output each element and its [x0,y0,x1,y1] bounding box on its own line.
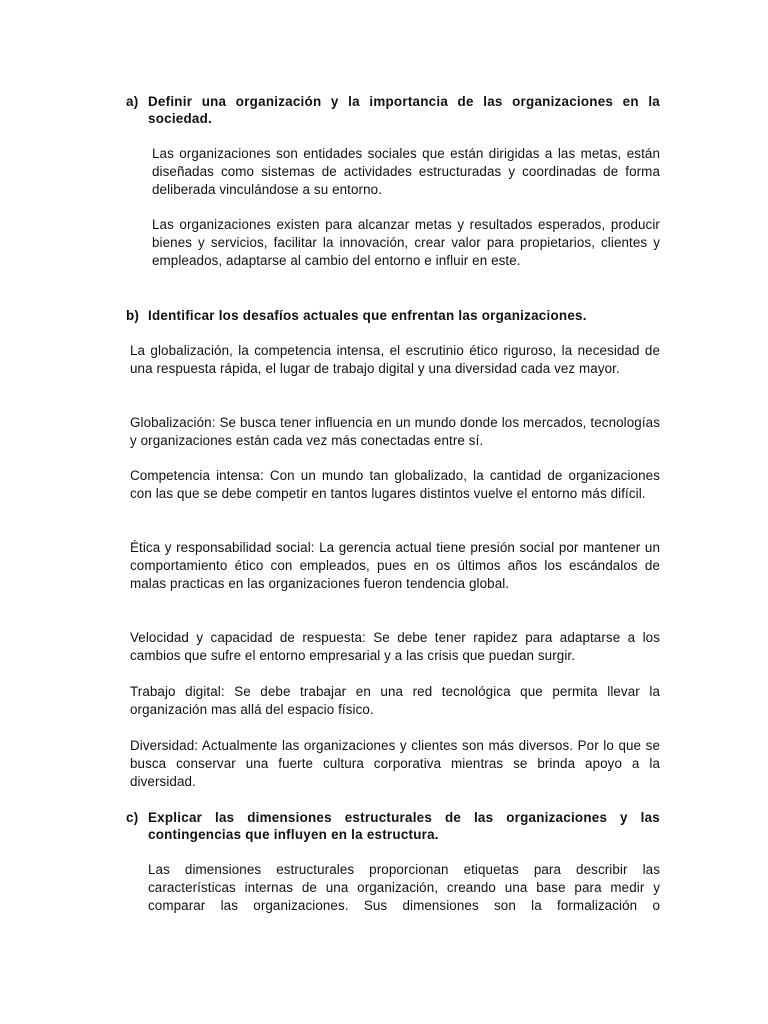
section-a-heading [126,93,660,127]
section-c-marker: c) [126,810,139,825]
section-b-paragraph-3: Competencia intensa: Con un mundo tan globalizado, la cantidad de organizaciones con las que se debe competir en tantos lugares distintos vuelve el entorno más difícil. [130,468,660,501]
section-b-title: Identificar los desafíos actuales que enfrentan las organizaciones. [148,308,587,323]
section-b-paragraph-1: La globalización, la competencia intensa, el escrutinio ético riguroso, la necesidad de una respuesta rápida, el lugar de trabajo digital y una diversidad cada vez mayor. [130,343,660,376]
section-b-marker: b) [126,308,140,323]
section-b-paragraph-2: Globalización: Se busca tener influencia en un mundo donde los mercados, tecnologías y organizaciones están cada vez más conectadas entre sí. [130,415,660,448]
section-b-paragraph-5: Velocidad y capacidad de respuesta: Se debe tener rapidez para adaptarse a los cambios que sufre el entorno empresarial y a las crisis que puedan surgir. [130,630,660,663]
section-a-paragraph-2: Las organizaciones existen para alcanzar metas y resultados esperados, producir bienes y servicios, facilitar la innovación, crear valor para propietarios, clientes y empleados, adaptarse al cambio del entorno e influir en este. [152,217,660,268]
section-b-paragraph-6: Trabajo digital: Se debe trabajar en una red tecnológica que permita llevar la organización mas allá del espacio físico. [130,684,660,717]
section-a-title: Definir una organización y la importancia de las organizaciones en la sociedad. [148,94,660,126]
section-a-marker: a) [126,94,139,109]
section-b-heading [126,307,660,324]
section-c-title: Explicar las dimensiones estructurales de las organizaciones y las contingencias que influyen en la estructura. [148,810,660,842]
section-c-heading [126,809,660,843]
section-c-paragraph-1: Las dimensiones estructurales proporcionan etiquetas para describir las características internas de una organización, creando una base para medir y comparar las organizaciones. Sus dimensiones son la formalización o [148,862,660,913]
section-b-paragraph-7: Diversidad: Actualmente las organizaciones y clientes son más diversos. Por lo que se busca conservar una fuerte cultura corporativa mientras se brinda apoyo a la diversidad. [130,738,660,789]
section-a-paragraph-1: Las organizaciones son entidades sociales que están dirigidas a las metas, están diseñadas como sistemas de actividades estructuradas y coordinadas de forma deliberada vinculándose a su entorno. [152,146,660,197]
section-b-paragraph-4: Ética y responsabilidad social: La gerencia actual tiene presión social por mantener un comportamiento ético con empleados, pues en os últimos años los escándalos de malas practicas en las organizaciones fueron tendencia global. [130,540,660,591]
